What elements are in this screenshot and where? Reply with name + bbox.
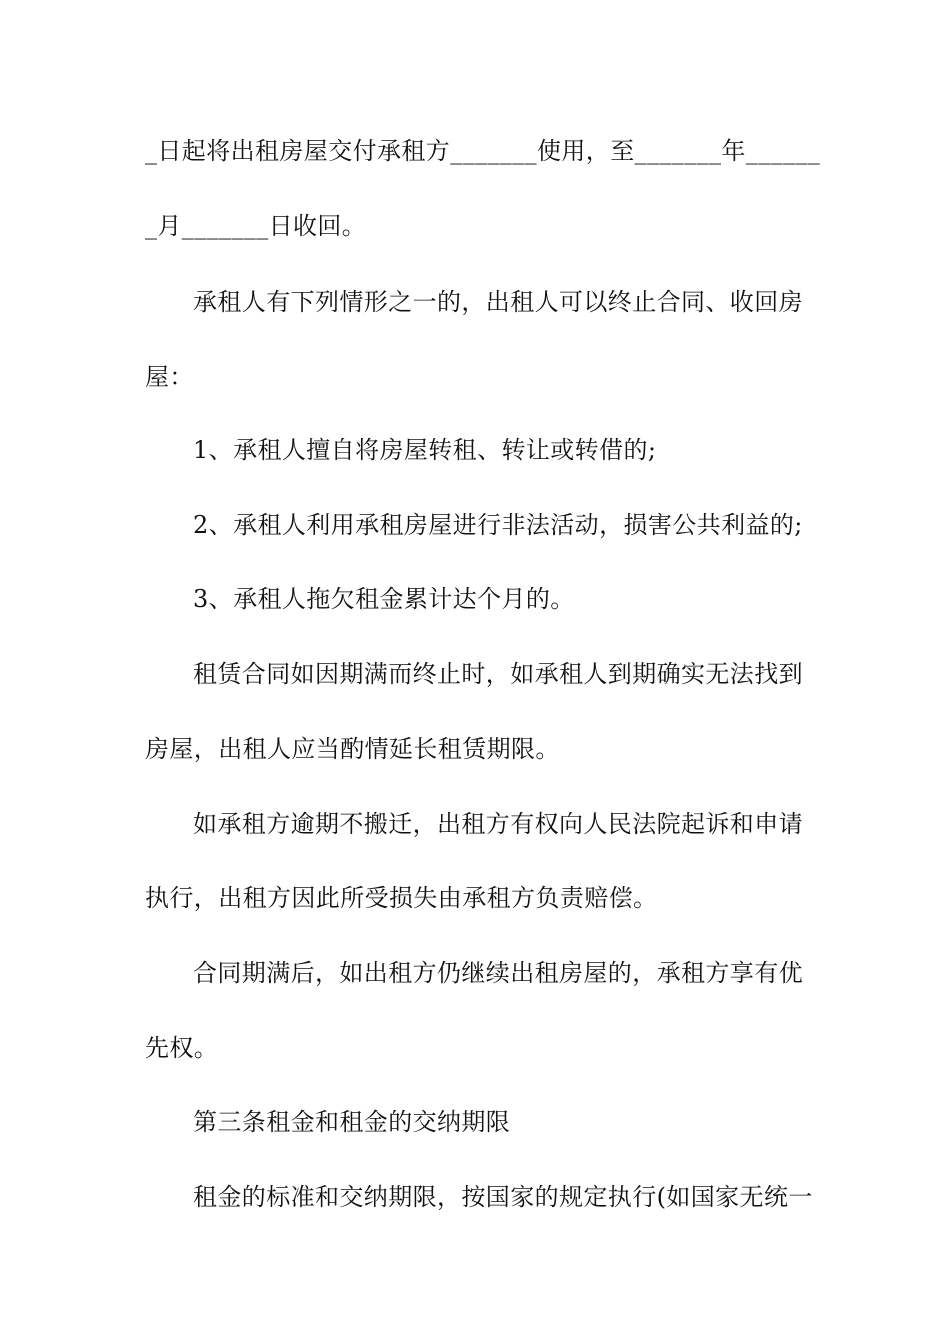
paragraph-overdue-relocation: 如承租方逾期不搬迁，出租方有权向人民法院起诉和申请 <box>193 810 803 838</box>
text-line-4: 屋： <box>145 363 194 391</box>
section-heading-article-3: 第三条租金和租金的交纳期限 <box>193 1108 511 1136</box>
text-line-9: 房屋，出租人应当酌情延长租赁期限。 <box>145 735 560 763</box>
text-line-2: _月_______日收回。 <box>145 212 367 240</box>
paragraph-lease-expiry: 租赁合同如因期满而终止时，如承租人到期确实无法找到 <box>193 660 803 688</box>
list-item-3: 3、承租人拖欠租金累计达个月的。 <box>193 585 575 613</box>
paragraph-priority-right: 合同期满后，如出租方仍继续出租房屋的，承租方享有优 <box>193 959 803 987</box>
paragraph-rent-standard: 租金的标准和交纳期限，按国家的规定执行(如国家无统一 <box>193 1183 813 1211</box>
list-item-1: 1、承租人擅自将房屋转租、转让或转借的; <box>193 436 657 464</box>
list-item-2: 2、承租人利用承租房屋进行非法活动，损害公共利益的; <box>193 511 803 539</box>
text-line-13: 先权。 <box>145 1034 219 1062</box>
paragraph-termination-conditions: 承租人有下列情形之一的，出租人可以终止合同、收回房 <box>193 288 803 316</box>
text-line-11: 执行，出租方因此所受损失由承租方负责赔偿。 <box>145 884 658 912</box>
text-line-1: _日起将出租房屋交付承租方_______使用，至_______年______ <box>145 137 821 165</box>
